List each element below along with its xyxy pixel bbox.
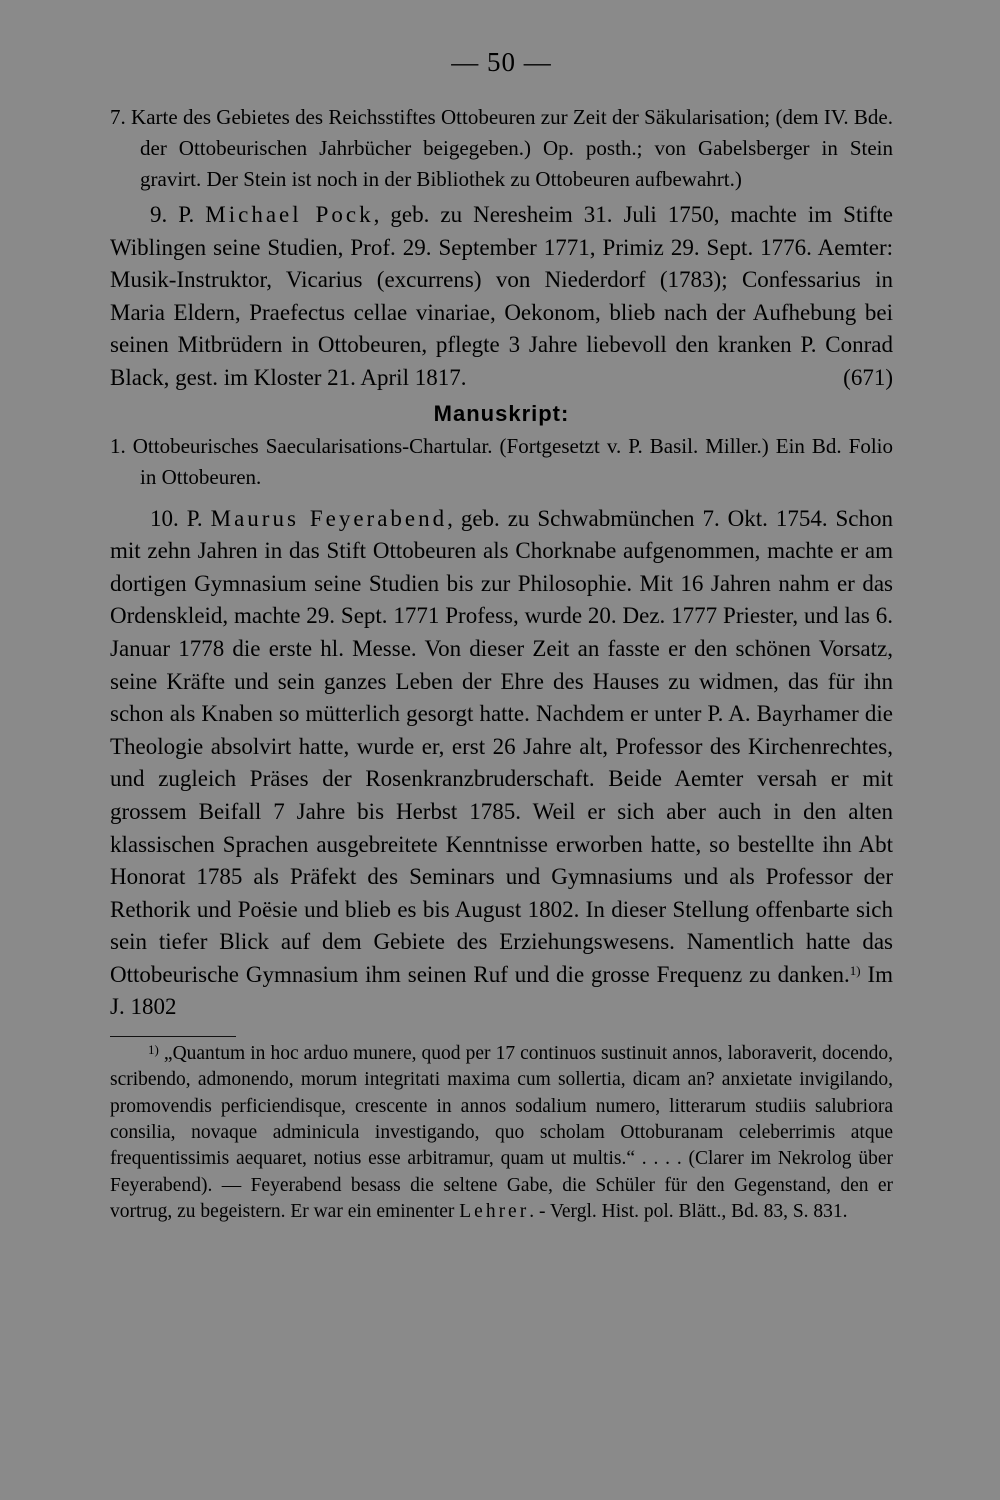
manuscript-item: 1. Ottobeurisches Saecularisations-Chartular. (Fortgesetzt v. P. Basil. Miller.) Ein Bd. Folio in Ottobeuren. — [110, 433, 893, 489]
person-name: Maurus Feyerabend — [210, 505, 448, 531]
prior-list-item: 7. Karte des Gebietes des Reichsstiftes Ottobeuren zur Zeit der Säkularisation; (dem IV. Bde. der Ottobeurischen Jahrbücher beigegeben.) Op. posth.; von Gabelsberger in Stein gravirt. Der Stein ist noch in der Bibliothek zu Ottobeuren aufbewahrt.) — [110, 105, 893, 191]
person-name: Michael Pock — [205, 202, 374, 227]
entry-number: 9. P. — [150, 202, 195, 227]
footnote-divider — [110, 1036, 236, 1037]
footnote-spaced-word: Lehrer — [459, 1200, 530, 1222]
footnote-reference[interactable]: 1) — [849, 962, 861, 978]
entry-michael-pock — [110, 199, 893, 395]
entry-text-continued: Im J. 1802 — [110, 961, 893, 1020]
entry-reference: (671) — [843, 364, 893, 390]
footnote-text: „Quantum in hoc arduo munere, quod per 17 continuos sustinuit annos, laboraverit, docendo, scribendo, admonendo, morum integritati maxima cum sollertia, dicam an? anxietate invigilando, promovendis perficiendisque, crescente in annos sodalium numero, litterarum studiis salubriora consilia, novaque adminicula investigando, quo scholam Ottoburanam celeberrimis atque frequentissimis aequaret, notius esse arbitramur, quam ut multis.“ . . . . (Clarer im Nekrolog über Feyerabend). — Feyerabend besass die seltene Gabe, die Schüler für den Gegenstand, den er vortrug, zu begeistern. Er war ein eminenter — [110, 1043, 893, 1222]
entry-maurus-feyerabend — [110, 503, 893, 1025]
page-number: — 50 — — [451, 47, 552, 77]
entry-number: 10. P. — [150, 505, 203, 531]
manuscript-heading: Manuskript: — [433, 400, 570, 426]
footnote-mark: 1) — [148, 1042, 159, 1058]
spacer — [110, 493, 893, 503]
document-page — [110, 42, 893, 1225]
footnote — [110, 1041, 893, 1225]
entry-text: , geb. zu Neresheim 31. Juli 1750, machte im Stifte Wiblingen seine Studien, Prof. 29. September 1771, Primiz 29. Sept. 1776. Aemter: Musik-Instruktor, Vicarius (excurrens) von Niederdorf (1783); Confessarius in Maria Eldern, Praefectus cellae vinariae, Oekonom, blieb nach der Aufhebung bei seinen Mitbrüdern in Ottobeuren, pflegte 3 Jahre liebevoll den kranken P. Conrad Black, gest. im Kloster 21. April 1817. — [110, 202, 893, 390]
entry-text: , geb. zu Schwabmünchen 7. Okt. 1754. Schon mit zehn Jahren in das Stift Ottobeuren als Chorknabe aufgenommen, machte er am dortigen Gymnasium seine Studien bis zur Philosophie. Mit 16 Jahren nahm er das Ordenskleid, machte 29. Sept. 1771 Profess, wurde 20. Dez. 1777 Priester, und las 6. Januar 1778 die erste hl. Messe. Von dieser Zeit an fasste er den schönen Vorsatz, seine Kräfte und sein ganzes Leben der Ehre des Hauses zu widmen, das für ihn schon als Knaben so mütterlich gesorgt hatte. Nachdem er unter P. A. Bayrhamer die Theologie absolvirt hatte, wurde er, erst 26 Jahre alt, Professor des Kirchenrechtes, und zugleich Präses der Rosenkranzbruderschaft. Beide Aemter versah er mit grossem Beifall 7 Jahre bis Herbst 1785. Weil er sich aber auch in den alten klassischen Sprachen ausgebreitete Kenntnisse erworben hatte, so bestellte ihn Abt Honorat 1785 als Präfekt des Seminars und Gymnasiums und als Professor der Rethorik und Poësie und blieb es bis August 1802. In dieser Stellung offenbarte sich sein tiefer Blick auf dem Gebiete des Erziehungswesens. Namentlich hatte das Ottobeurische Gymnasium ihm seinen Ruf und die grosse Frequenz zu danken. — [110, 505, 894, 987]
footnote-text-end: . - Vergl. Hist. pol. Blätt., Bd. 83, S. 831. — [529, 1200, 848, 1222]
